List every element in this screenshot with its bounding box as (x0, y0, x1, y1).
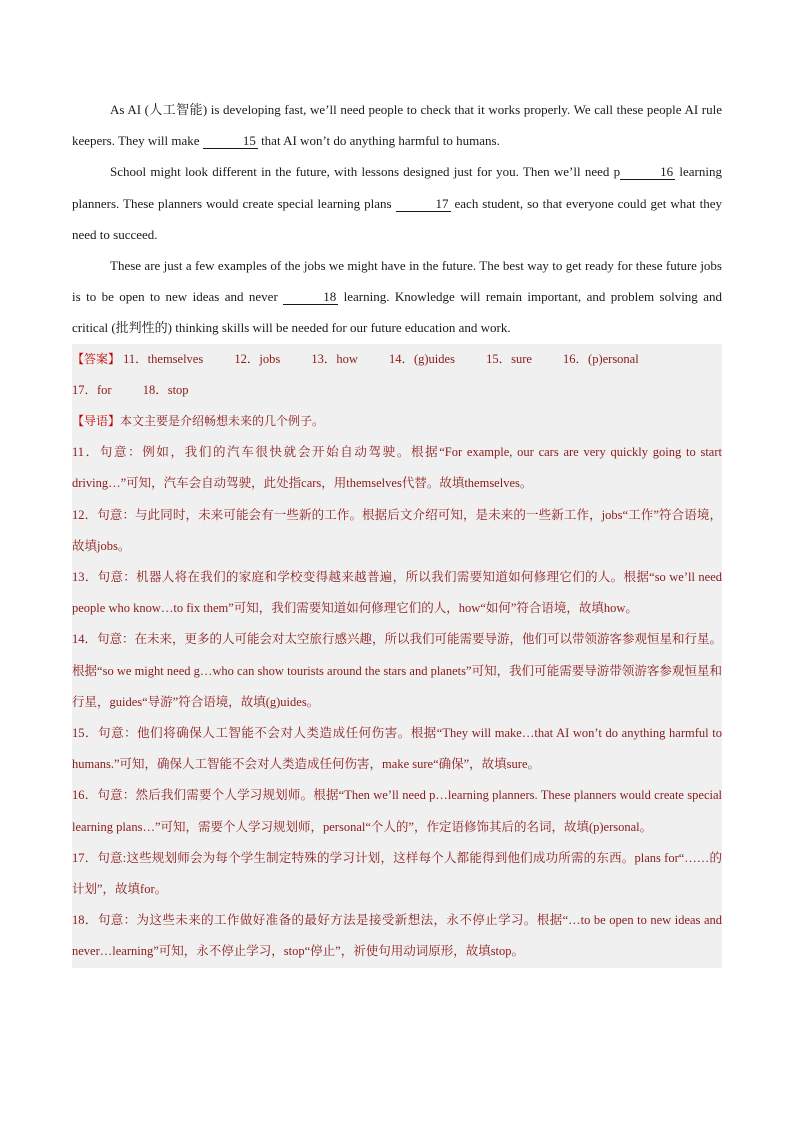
passage-text: that AI won’t do anything harmful to humans. (257, 133, 500, 149)
passage-paragraph-1 (72, 94, 722, 156)
explanation-14: 14．句意：在未来，更多的人可能会对太空旅行感兴趣，所以我们可能需要导游，他们可以带领游客参观恒星和行星。根据“so we might need g…who can show tourists around the stars and planets”可知，我们可能需要导游带领游客参观恒星和行星，guides“导游”符合语境，故填(g)uides。 (72, 632, 723, 709)
answer-item: 15．sure (486, 351, 532, 366)
answer-row (72, 375, 722, 406)
explanation-17: 17．句意:这些规划师会为每个学生制定特殊的学习计划，这样每个人都能得到他们成功所需的东西。plans for“……的计划”，故填for。 (72, 850, 722, 897)
answer-item: 11．themselves (123, 351, 204, 366)
passage-paragraph-2 (72, 156, 722, 250)
answer-item: 17．for (72, 382, 112, 397)
explanation-16: 16．句意：然后我们需要个人学习规划师。根据“Then we’ll need p…learning planners. These planners would create special learning plans…”可知，需要个人学习规划师，personal“个人的”，作定语修饰其后的名词，故填(p)ersonal。 (72, 788, 722, 834)
explanation-18: 18．句意：为这些未来的工作做好准备的最好方法是接受新想法，永不停止学习。根据“…to be open to new ideas and never…learning”可知，永不停止学习，stop“停止”，祈使句用动词原形，故填stop。 (72, 913, 722, 959)
explanation-15: 15．句意：他们将确保人工智能不会对人类造成任何伤害。根据“They will make…that AI won’t do anything harmful to humans.”可知，确保人工智能不会对人类造成任何伤害，make sure“确保”，故填sure。 (72, 726, 722, 772)
explanation-12: 12．句意：与此同时，未来可能会有一些新的工作。根据后文介绍可知，是未来的一些新工作，jobs“工作”符合语境，故填jobs。 (72, 507, 722, 553)
answer-item: 18．stop (142, 382, 189, 397)
document-page (72, 94, 722, 968)
answer-item: 14．(g)uides (388, 351, 455, 366)
blank-18: 18 (283, 290, 338, 305)
intro-row (72, 406, 722, 437)
blank-17: 17 (396, 197, 451, 212)
answer-row (72, 344, 722, 375)
blank-15: 15 (203, 134, 258, 149)
answer-section (72, 344, 722, 968)
answer-item: 13．how (311, 351, 358, 366)
answer-tag: 【答案】 (72, 351, 121, 366)
intro-tag: 【导语】 (72, 414, 121, 429)
passage-text: learning. Knowledge will remain important, and problem solving and critical (批判性的) thinking skills will be needed for our future education and work. (72, 289, 722, 336)
passage-text: As AI (人工智能) is developing fast, we’ll need people to check that it works properly. We call these people AI rule keepers. They will make (72, 102, 722, 149)
explanation-13: 13．句意：机器人将在我们的家庭和学校变得越来越普遍，所以我们需要知道如何修理它们的人。根据“so we’ll need people who know…to fix them”可知，我们需要知道如何修理它们的人，how“如何”符合语境，故填how。 (72, 570, 722, 616)
answer-item: 12．jobs (234, 351, 281, 366)
passage-text: School might look different in the future, with lessons designed just for you. Then we’ll need p (110, 164, 621, 180)
passage-paragraph-3 (72, 250, 722, 344)
intro-text: 本文主要是介绍畅想未来的几个例子。 (120, 414, 325, 429)
answer-item: 16．(p)ersonal (563, 351, 639, 366)
passage-text: These are just a few examples of the jobs we might have in the future. The best way to get ready for these future jobs is to be open to new ideas and never (72, 258, 722, 305)
explanation-11: 11．句意：例如，我们的汽车很快就会开始自动驾驶。根据“For example, our cars are very quickly going to start driving…”可知，汽车会自动驾驶，此处指cars，用themselves代替。故填themselves。 (72, 445, 722, 491)
passage-text: each student, so that everyone could get what they need to succeed. (72, 195, 722, 242)
blank-16: 16 (620, 165, 675, 180)
passage-text: learning planners. These planners would create special learning plans (72, 164, 722, 211)
